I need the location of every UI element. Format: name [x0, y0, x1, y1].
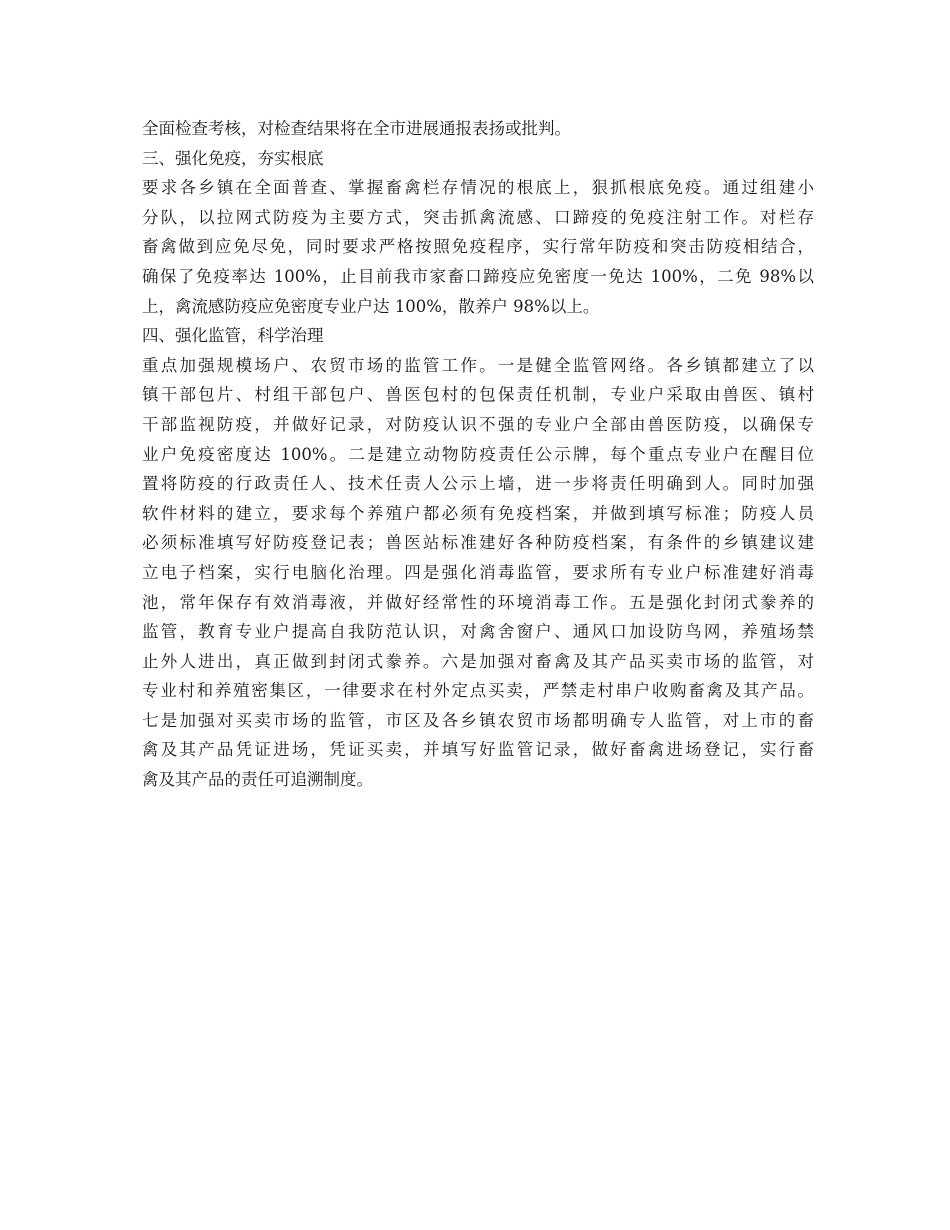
text-line-16: 立电子档案，实行电脑化治理。四是强化消毒监管，要求所有专业户标准建好消毒 [142, 562, 814, 582]
text-line-6: 确保了免疫率达 100%，止目前我市家畜口蹄疫应免密度一免达 100%，二免 98%以 [142, 266, 814, 286]
text-line-12: 业户免疫密度达 100%。二是建立动物防疫责任公示牌，每个重点专业户在醒目位 [142, 444, 814, 464]
text-line-5: 畜禽做到应免尽免，同时要求严格按照免疫程序，实行常年防疫和突击防疫相结合， [142, 237, 814, 257]
text-line-15: 必须标准填写好防疫登记表；兽医站标准建好各种防疫档案，有条件的乡镇建议建 [142, 533, 814, 553]
text-line-13: 置将防疫的行政责任人、技术任责人公示上墙，进一步将责任明确到人。同时加强 [142, 474, 814, 494]
text-line-7: 上，禽流感防疫应免密度专业户达 100%，散养户 98%以上。 [142, 296, 600, 316]
section-heading-4: 四、强化监管，科学治理 [142, 326, 324, 346]
text-line-3: 要求各乡镇在全面普查、掌握畜禽栏存情况的根底上，狠抓根底免疫。通过组建小 [142, 178, 814, 198]
text-line-14: 软件材料的建立，要求每个养殖户都必须有免疫档案，并做到填写标准；防疫人员 [142, 503, 814, 523]
text-line-17: 池，常年保存有效消毒液，并做好经常性的环境消毒工作。五是强化封闭式豢养的 [142, 592, 814, 612]
text-line-4: 分队，以拉网式防疫为主要方式，突击抓禽流感、口蹄疫的免疫注射工作。对栏存 [142, 207, 814, 227]
text-line-23: 禽及其产品的责任可追溯制度。 [142, 770, 373, 790]
text-line-22: 禽及其产品凭证进场，凭证买卖，并填写好监管记录，做好畜禽进场登记，实行畜 [142, 740, 814, 760]
section-heading-3: 三、强化免疫，夯实根底 [142, 148, 324, 168]
text-line-21: 七是加强对买卖市场的监管，市区及各乡镇农贸市场都明确专人监管，对上市的畜 [142, 710, 814, 730]
text-line-9: 重点加强规模场户、农贸市场的监管工作。一是健全监管网络。各乡镇都建立了以 [142, 355, 814, 375]
text-line-10: 镇干部包片、村组干部包户、兽医包村的包保责任机制，专业户采取由兽医、镇村 [142, 385, 814, 405]
text-line-18: 监管，教育专业户提高自我防范认识，对禽舍窗户、通风口加设防鸟网，养殖场禁 [142, 622, 814, 642]
document-body [142, 114, 814, 795]
text-line-1: 全面检查考核，对检查结果将在全市进展通报表扬或批判。 [142, 119, 571, 138]
text-line-20: 专业村和养殖密集区，一律要求在村外定点买卖，严禁走村串户收购畜禽及其产品。 [142, 681, 814, 701]
text-line-11: 干部监视防疫，并做好记录，对防疫认识不强的专业户全部由兽医防疫，以确保专 [142, 414, 814, 434]
text-line-19: 止外人进出，真正做到封闭式豢养。六是加强对畜禽及其产品买卖市场的监管，对 [142, 651, 814, 671]
